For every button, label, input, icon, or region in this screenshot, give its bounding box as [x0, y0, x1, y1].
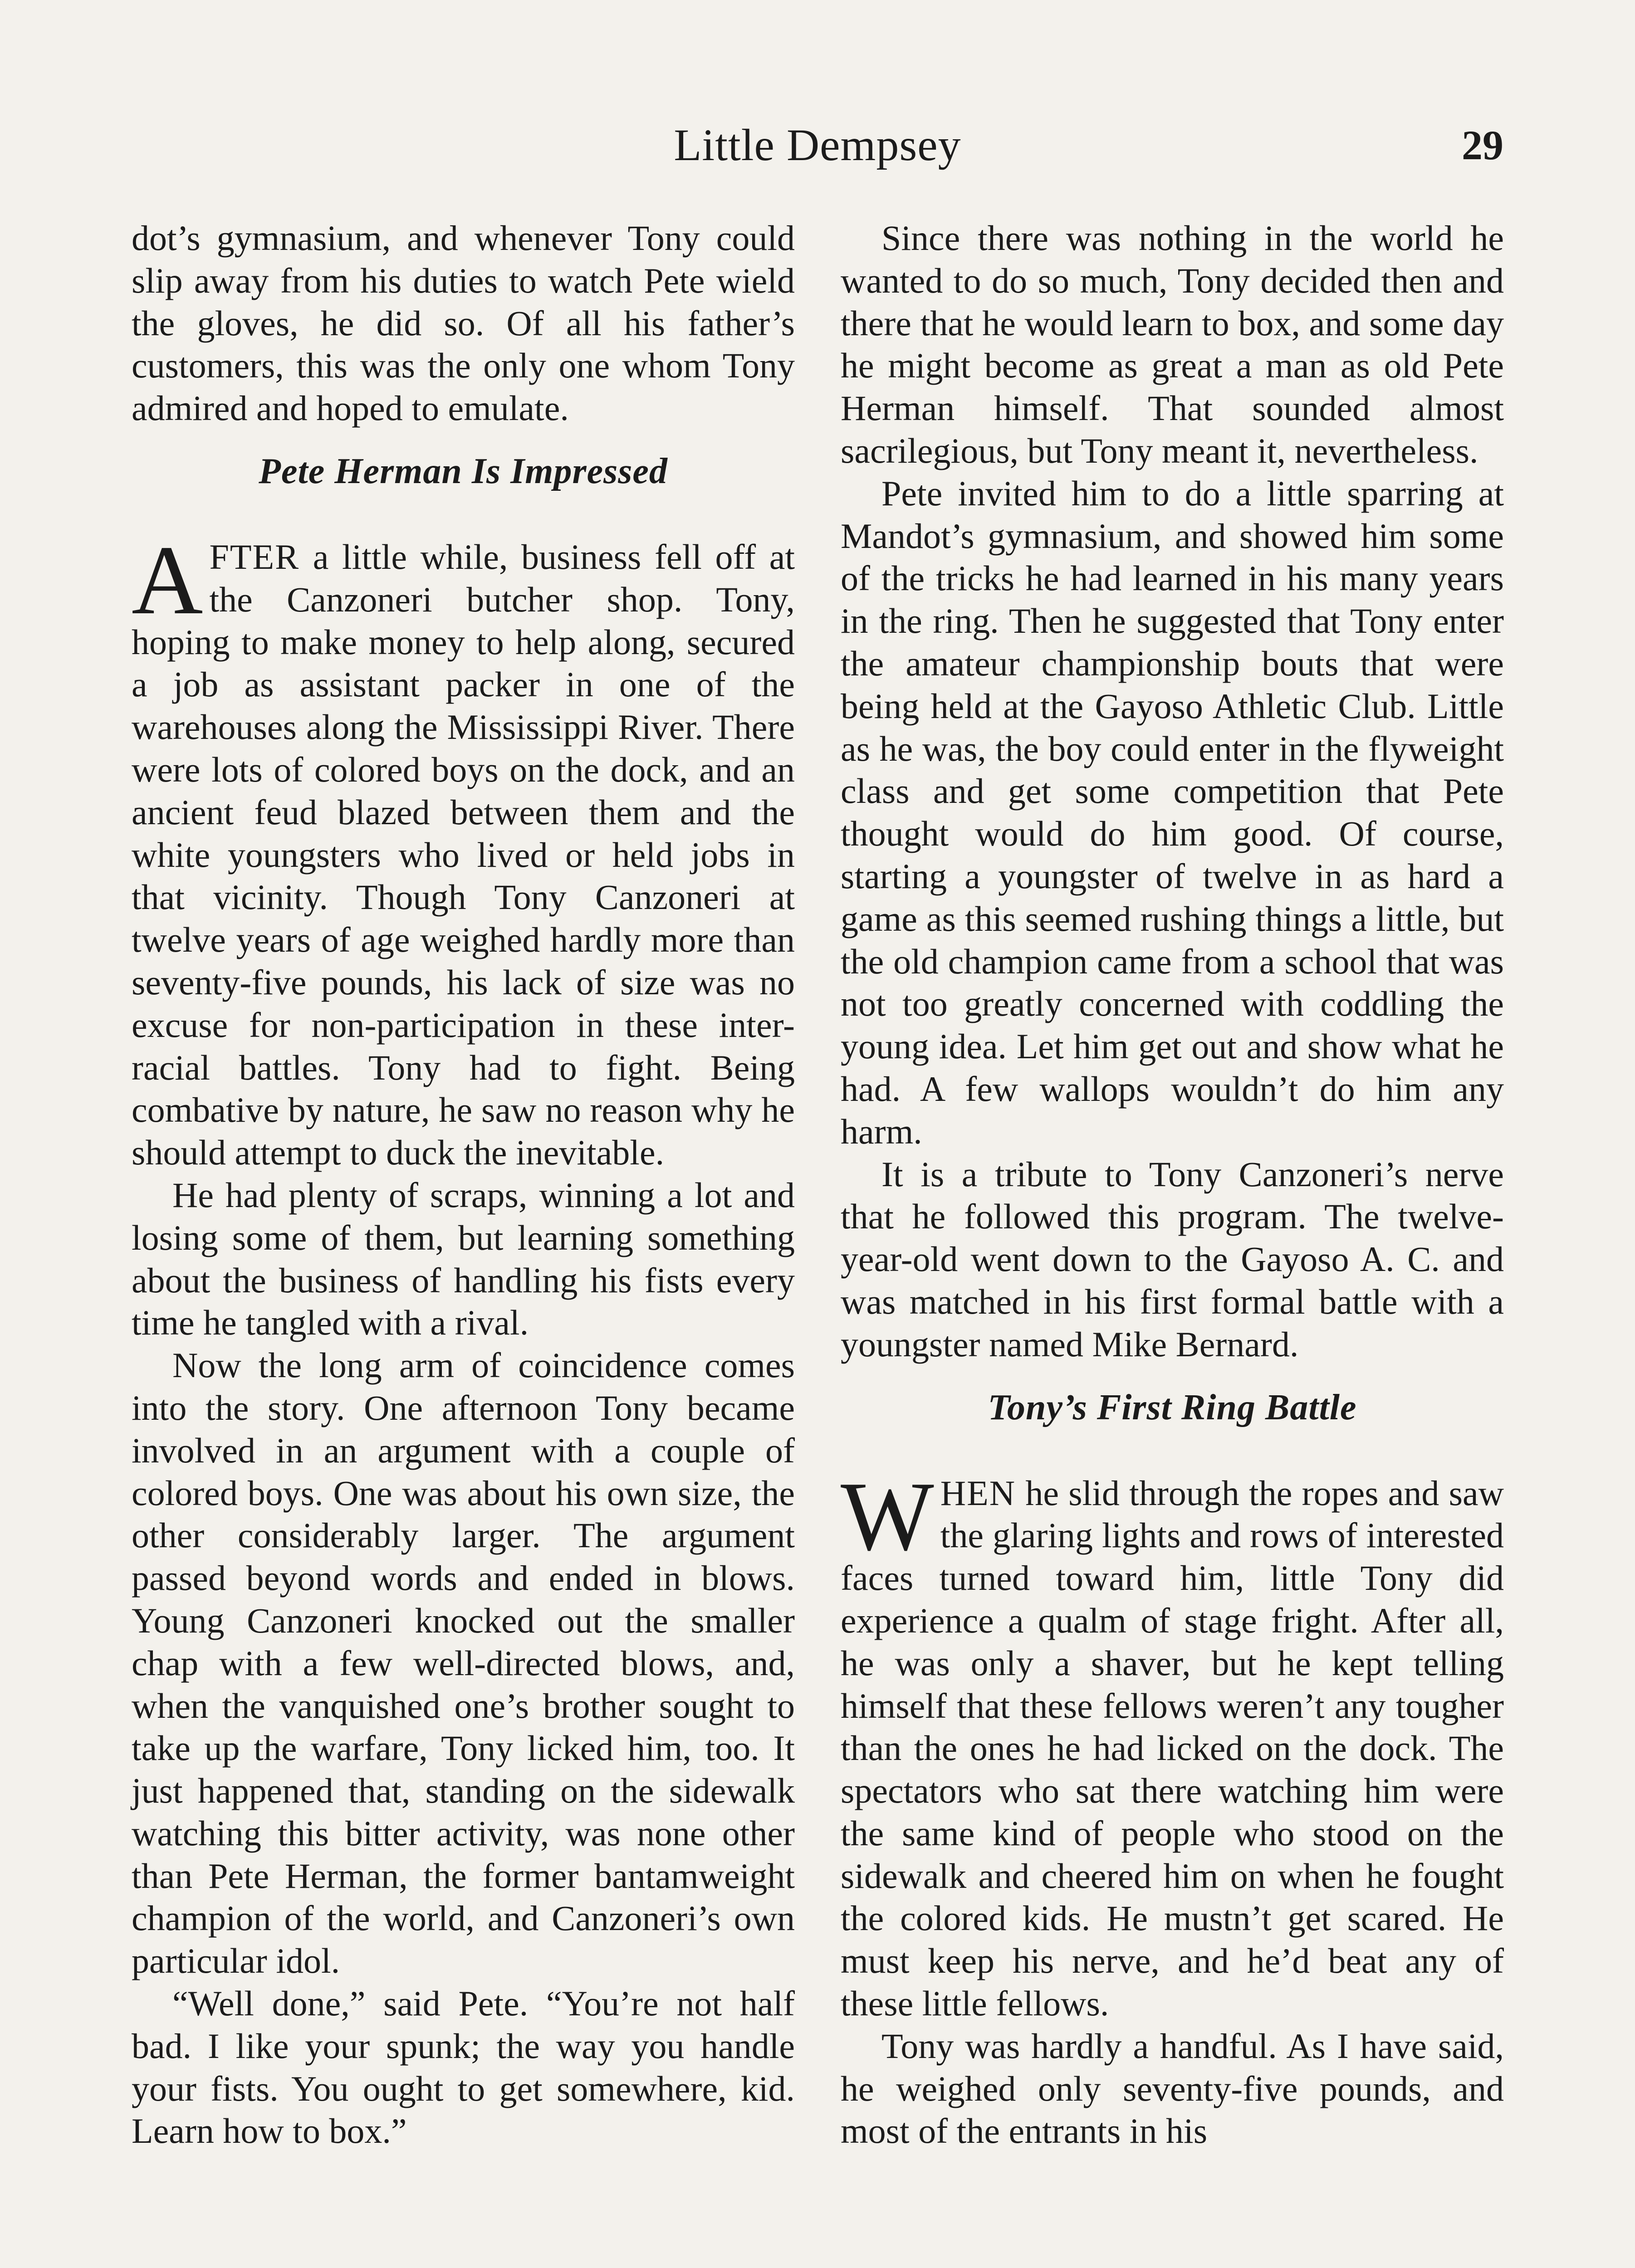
lead-in-word: FTER — [209, 537, 300, 577]
running-header — [0, 116, 1635, 175]
page-number: 29 — [1462, 122, 1503, 168]
chapter-title: Little Dempsey — [674, 120, 961, 170]
paragraph-with-drop-cap — [132, 525, 795, 1174]
paragraph: Pete invited him to do a little sparring at Mandot’s gymnasium, and showed him some of the tricks he had learned in his many years in the ring. Then he suggested that Tony enter the amateur championship bouts that were being held at the Gayoso Athletic Club. Little as he was, the boy could enter in the flyweight class and get some competition that Pete thought would do him good. Of course, starting a youngster of twelve in as hard a game as this seemed rushing things a little, but the old champion came from a school that was not too greatly concerned with coddling the young idea. Let him get out and show what he had. A few wallops wouldn’t do him any harm. — [841, 473, 1504, 1151]
paragraph: dot’s gymnasium, and whenever Tony could slip away from his duties to watch Pete wield the gloves, he did so. Of all his father’s customers, this was the only one whom Tony admired and hoped to emulate. — [132, 218, 795, 428]
paragraph: Tony was hardly a handful. As I have said, he weighed only seventy-five pounds, and most of the entrants in his — [841, 2026, 1504, 2151]
left-column — [132, 217, 795, 2152]
right-column — [841, 217, 1504, 2152]
paragraph-text: a little while, business fell off at the Canzoneri butcher shop. Tony, hoping to make money to help along, secured a job as assistant packer in one of the warehouses along the Mississippi River. There were lots of colored boys on the dock, and an ancient feud blazed between them and the white youngsters who lived or held jobs in that vicinity. Though Tony Canzoneri at twelve years of age weighed hardly more than seventy-five pounds, his lack of size was no excuse for non-participation in these inter-racial battles. Tony had to fight. Being combative by nature, he saw no reason why he should attempt to duck the inevitable. — [132, 537, 795, 1173]
paragraph: “Well done,” said Pete. “You’re not half bad. I like your spunk; the way you handle your fists. You ought to get somewhere, kid. Learn how to box.” — [132, 1984, 795, 2151]
paragraph: It is a tribute to Tony Canzoneri’s nerve that he followed this program. The twelve-year-old went down to the Gayoso A. C. and was matched in his first formal battle with a youngster named Mike Bernard. — [841, 1154, 1504, 1364]
section-heading: Tony’s First Ring Battle — [988, 1387, 1357, 1427]
paragraph: He had plenty of scraps, winning a lot and losing some of them, but learning something about the business of handling his fists every time he tangled with a rival. — [132, 1175, 795, 1343]
paragraph: Since there was nothing in the world he wanted to do so much, Tony decided then and there that he would learn to box, and some day he might become as great a man as old Pete Herman himself. That sounded almost sacrilegious, but Tony meant it, nevertheless. — [841, 218, 1504, 470]
lead-in-word: HEN — [940, 1473, 1016, 1513]
paragraph-text: he slid through the ropes and saw the glaring lights and rows of interested faces turned toward him, little Tony did experience a qualm of stage fright. After all, he was only a shaver, but he kept telling himself that these fellows weren’t any tougher than the ones he had licked on the dock. The spectators who sat there watching him were the same kind of people who stood on the sidewalk and cheered him on when he fought the colored kids. He mustn’t get scared. He must keep his nerve, and he’d beat any of these little fellows. — [841, 1473, 1504, 2024]
paragraph-with-drop-cap — [841, 1461, 1504, 2025]
paragraph: Now the long arm of coincidence comes into the story. One afternoon Tony became involved in an argument with a couple of colored boys. One was about his own size, the other considerably larger. The argument passed beyond words and ended in blows. Young Canzoneri knocked out the smaller chap with a few well-directed blows, and, when the vanquished one’s brother sought to take up the warfare, Tony licked him, too. It just happened that, standing on the sidewalk watching this bitter activity, was none other than Pete Herman, the former bantamweight champion of the world, and Canzoneri’s own particular idol. — [132, 1345, 795, 1981]
drop-cap: A — [132, 525, 203, 635]
section-heading: Pete Herman Is Impressed — [259, 451, 668, 491]
drop-cap: W — [841, 1461, 934, 1571]
